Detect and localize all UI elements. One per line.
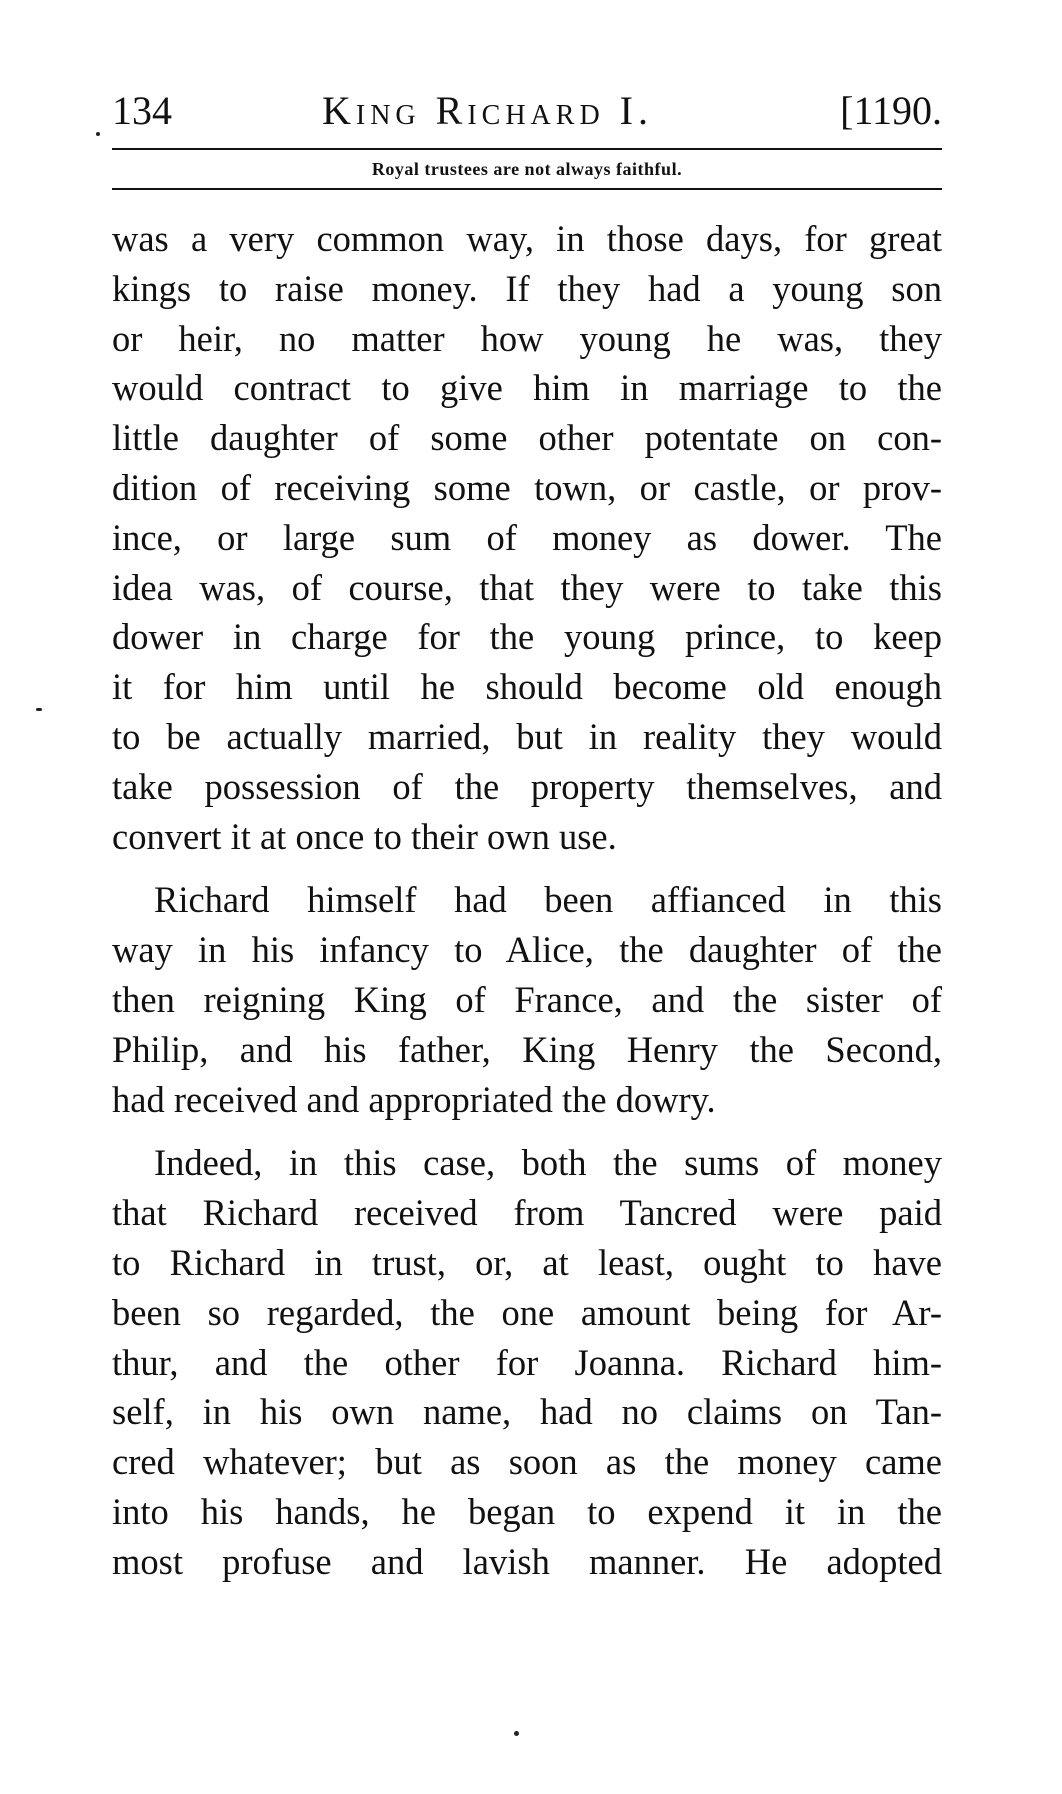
- paragraph-gap: [112, 861, 942, 875]
- body-text: [112, 214, 942, 1587]
- text-line: most profuse and lavish manner. He adopted: [112, 1540, 942, 1582]
- text-line: Indeed, in this case, both the sums of money: [154, 1142, 942, 1184]
- text-line: ince, or large sum of money as dower. The: [112, 516, 942, 558]
- running-title: King Richard I.: [322, 88, 653, 133]
- text-line: Philip, and his father, King Henry the Second,: [112, 1028, 942, 1070]
- text-line: or heir, no matter how young he was, they: [112, 317, 942, 359]
- paragraph-2: [112, 875, 942, 1124]
- text-line: then reigning King of France, and the sister of: [112, 978, 942, 1020]
- paragraph-1: [112, 214, 942, 861]
- text-line: take possession of the property themselves, and: [112, 765, 942, 807]
- margin-speck-left: [36, 708, 42, 711]
- page-subheading: Royal trustees are not always faithful.: [371, 159, 683, 179]
- header-year: [1190.: [840, 88, 942, 133]
- running-header: [112, 80, 942, 142]
- text-line: way in his infancy to Alice, the daughter of the: [112, 929, 942, 971]
- text-line: self, in his own name, had no claims on Tan-: [112, 1391, 942, 1433]
- text-line: been so regarded, the one amount being for Ar-: [112, 1291, 942, 1333]
- text-line: that Richard received from Tancred were paid: [112, 1192, 942, 1234]
- paragraph-gap: [112, 1124, 942, 1138]
- text-line: idea was, of course, that they were to take this: [112, 566, 942, 608]
- paragraph-3: [112, 1138, 942, 1586]
- text-line: kings to raise money. If they had a young son: [112, 267, 942, 309]
- text-line: to Richard in trust, or, at least, ought to have: [112, 1241, 942, 1283]
- text-line: convert it at once to their own use.: [112, 815, 617, 857]
- text-line: cred whatever; but as soon as the money came: [112, 1441, 942, 1483]
- book-page: [112, 80, 942, 1587]
- text-line: into his hands, he began to expend it in the: [112, 1490, 942, 1532]
- margin-speck-top: [96, 132, 100, 136]
- text-line: little daughter of some other potentate on con-: [112, 417, 942, 459]
- text-line: was a very common way, in those days, for great: [112, 218, 942, 259]
- text-line: Richard himself had been affianced in this: [154, 879, 942, 921]
- text-line: to be actually married, but in reality they would: [112, 715, 942, 757]
- page-bottom-dot: [514, 1731, 519, 1736]
- text-line: had received and appropriated the dowry.: [112, 1078, 716, 1120]
- text-line: dition of receiving some town, or castle, or prov-: [112, 466, 942, 508]
- text-line: would contract to give him in marriage to the: [112, 367, 942, 409]
- header-rule-bottom: [112, 188, 942, 190]
- page-number: 134: [112, 88, 172, 133]
- text-line: thur, and the other for Joanna. Richard him-: [112, 1341, 942, 1383]
- text-line: it for him until he should become old enough: [112, 666, 942, 708]
- text-line: dower in charge for the young prince, to keep: [112, 616, 942, 658]
